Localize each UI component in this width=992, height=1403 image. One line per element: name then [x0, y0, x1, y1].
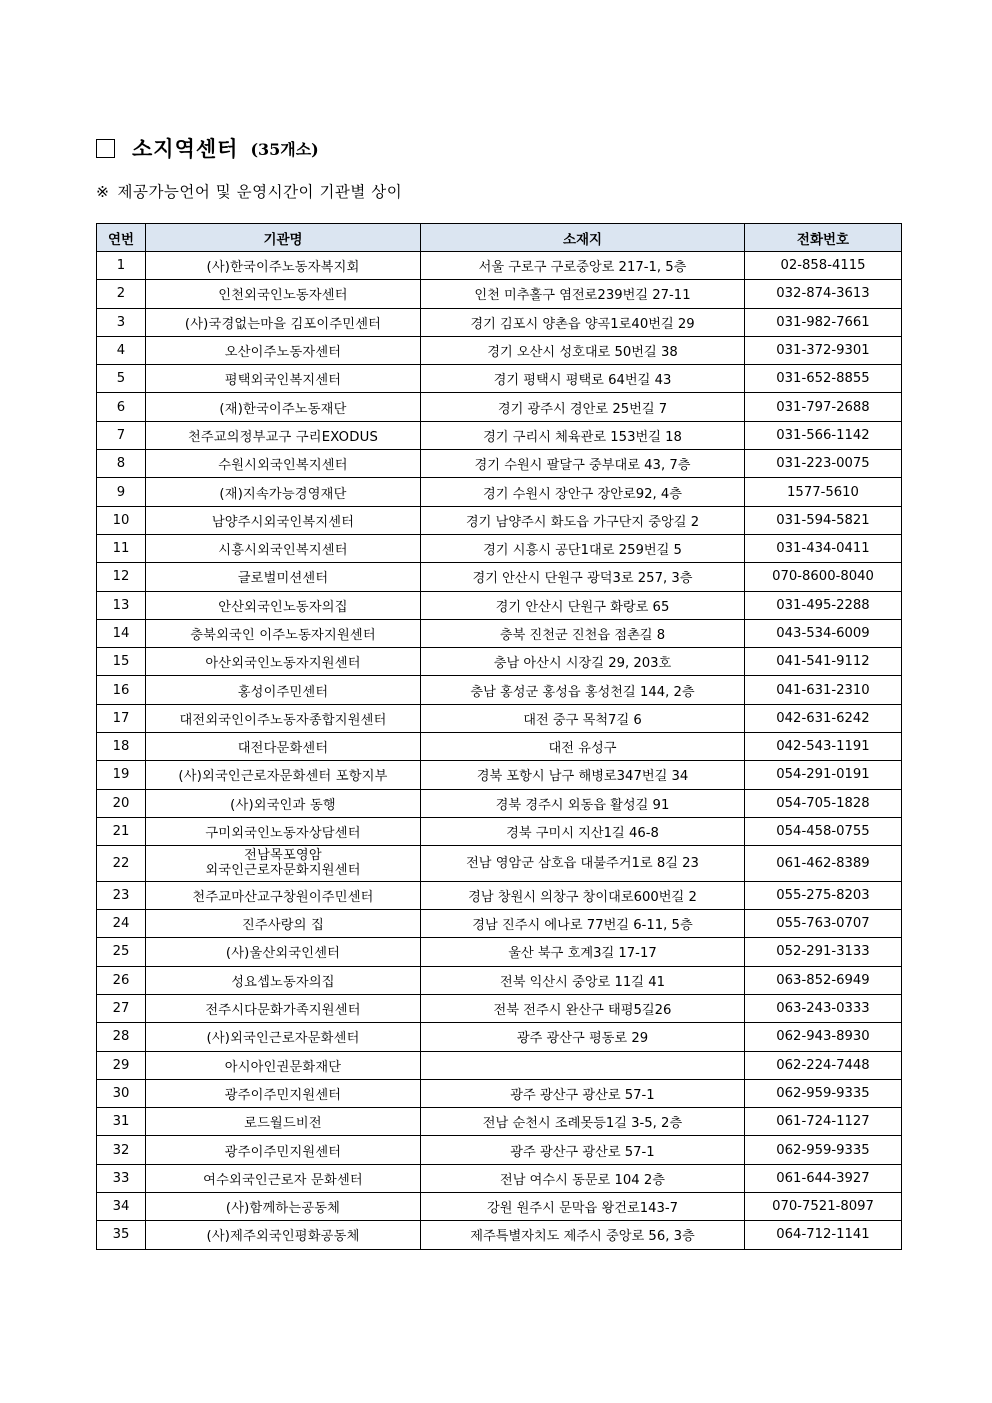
- organization-name: 로드월드비전: [146, 1108, 421, 1136]
- organization-name: 전주시다문화가족지원센터: [146, 994, 421, 1022]
- organization-name: 진주사랑의 집: [146, 910, 421, 938]
- organization-name: (사)외국인근로자문화센터: [146, 1023, 421, 1051]
- organization-name: 천주교마산교구창원이주민센터: [146, 881, 421, 909]
- address: 경기 시흥시 공단1대로 259번길 5: [421, 534, 745, 562]
- table-row: [97, 846, 902, 882]
- organization-name: (사)외국인근로자문화센터 포항지부: [146, 761, 421, 789]
- organization-name: 수원시외국인복지센터: [146, 450, 421, 478]
- address: 경기 오산시 성호대로 50번길 38: [421, 336, 745, 364]
- organization-name: 대전다문화센터: [146, 733, 421, 761]
- phone-number: 070-7521-8097: [745, 1193, 902, 1221]
- phone-number: 031-652-8855: [745, 365, 902, 393]
- phone-number: 042-631-6242: [745, 704, 902, 732]
- section-title: 소지역센터: [132, 136, 239, 161]
- phone-number: 1577-5610: [745, 478, 902, 506]
- row-number: 20: [97, 789, 146, 817]
- checkbox-icon: [96, 139, 115, 158]
- table-header-row: [97, 224, 902, 252]
- organization-name: (재)지속가능경영재단: [146, 478, 421, 506]
- row-number: 27: [97, 994, 146, 1022]
- address: 광주 광산구 광산로 57-1: [421, 1079, 745, 1107]
- phone-number: 062-943-8930: [745, 1023, 902, 1051]
- row-number: 18: [97, 733, 146, 761]
- row-number: 17: [97, 704, 146, 732]
- row-number: 34: [97, 1193, 146, 1221]
- table-row: [97, 421, 902, 449]
- table-row: [97, 336, 902, 364]
- phone-number: 041-541-9112: [745, 648, 902, 676]
- organization-name: 홍성이주민센터: [146, 676, 421, 704]
- organization-name: 인천외국인노동자센터: [146, 280, 421, 308]
- table-row: [97, 1221, 902, 1249]
- address: 경기 남양주시 화도읍 가구단지 중앙길 2: [421, 506, 745, 534]
- table-row: [97, 938, 902, 966]
- address: 경기 수원시 장안구 장안로92, 4층: [421, 478, 745, 506]
- row-number: 32: [97, 1136, 146, 1164]
- address: 광주 광산구 광산로 57-1: [421, 1136, 745, 1164]
- table-row: [97, 393, 902, 421]
- phone-number: 041-631-2310: [745, 676, 902, 704]
- phone-number: 064-712-1141: [745, 1221, 902, 1249]
- row-number: 33: [97, 1164, 146, 1192]
- phone-number: 032-874-3613: [745, 280, 902, 308]
- address: 광주 광산구 평동로 29: [421, 1023, 745, 1051]
- header-number: 연번: [97, 224, 146, 252]
- row-number: 7: [97, 421, 146, 449]
- table-row: [97, 1136, 902, 1164]
- address: 경남 창원시 의창구 창이대로600번길 2: [421, 881, 745, 909]
- organization-name: 안산외국인노동자의집: [146, 591, 421, 619]
- row-number: 6: [97, 393, 146, 421]
- phone-number: 052-291-3133: [745, 938, 902, 966]
- row-number: 9: [97, 478, 146, 506]
- row-number: 12: [97, 563, 146, 591]
- address: 서울 구로구 구로중앙로 217-1, 5층: [421, 252, 745, 280]
- table-row: [97, 704, 902, 732]
- organization-name: (사)함께하는공동체: [146, 1193, 421, 1221]
- table-row: [97, 1079, 902, 1107]
- section-note: [96, 180, 402, 202]
- phone-number: 031-495-2288: [745, 591, 902, 619]
- section-count: (35개소): [250, 139, 319, 159]
- table-row: [97, 365, 902, 393]
- table-row: [97, 506, 902, 534]
- phone-number: 054-291-0191: [745, 761, 902, 789]
- address: 전북 익산시 중앙로 11길 41: [421, 966, 745, 994]
- row-number: 15: [97, 648, 146, 676]
- phone-number: 054-705-1828: [745, 789, 902, 817]
- table-row: [97, 478, 902, 506]
- row-number: 10: [97, 506, 146, 534]
- table-row: [97, 252, 902, 280]
- address: 제주특별자치도 제주시 중앙로 56, 3층: [421, 1221, 745, 1249]
- address: 대전 유성구: [421, 733, 745, 761]
- note-text: 제공가능언어 및 운영시간이 기관별 상이: [117, 183, 403, 201]
- address: 충남 홍성군 홍성읍 홍성천길 144, 2층: [421, 676, 745, 704]
- address: 경남 진주시 에나로 77번길 6-11, 5층: [421, 910, 745, 938]
- table-row: [97, 994, 902, 1022]
- organization-name: 오산이주노동자센터: [146, 336, 421, 364]
- organization-name: (사)제주외국인평화공동체: [146, 1221, 421, 1249]
- phone-number: 031-797-2688: [745, 393, 902, 421]
- row-number: 22: [97, 846, 146, 882]
- organization-name: (사)울산외국인센터: [146, 938, 421, 966]
- address: 경기 평택시 평택로 64번길 43: [421, 365, 745, 393]
- table-body: [97, 252, 902, 1250]
- address: 충북 진천군 진천읍 점촌길 8: [421, 619, 745, 647]
- row-number: 16: [97, 676, 146, 704]
- row-number: 24: [97, 910, 146, 938]
- organization-name: 광주이주민지원센터: [146, 1136, 421, 1164]
- organization-name: (사)국경없는마을 김포이주민센터: [146, 308, 421, 336]
- address: 경기 광주시 경안로 25번길 7: [421, 393, 745, 421]
- section-heading: [96, 133, 319, 163]
- table-row: [97, 563, 902, 591]
- organization-name: 남양주시외국인복지센터: [146, 506, 421, 534]
- organization-name: 광주이주민지원센터: [146, 1079, 421, 1107]
- phone-number: 062-224-7448: [745, 1051, 902, 1079]
- organization-name: 구미외국인노동자상담센터: [146, 817, 421, 845]
- phone-number: 063-852-6949: [745, 966, 902, 994]
- table-row: [97, 789, 902, 817]
- row-number: 13: [97, 591, 146, 619]
- address: 전남 여수시 동문로 104 2층: [421, 1164, 745, 1192]
- phone-number: 062-959-9335: [745, 1079, 902, 1107]
- phone-number: 031-594-5821: [745, 506, 902, 534]
- phone-number: 031-982-7661: [745, 308, 902, 336]
- table-row: [97, 450, 902, 478]
- row-number: 26: [97, 966, 146, 994]
- table-row: [97, 308, 902, 336]
- phone-number: 031-372-9301: [745, 336, 902, 364]
- table-row: [97, 1164, 902, 1192]
- organization-name: 천주교의정부교구 구리EXODUS: [146, 421, 421, 449]
- organization-name: 성요셉노동자의집: [146, 966, 421, 994]
- address: 경기 구리시 체육관로 153번길 18: [421, 421, 745, 449]
- address: 울산 북구 호계3길 17-17: [421, 938, 745, 966]
- address: 전남 영암군 삼호읍 대불주거1로 8길 23: [421, 846, 745, 882]
- phone-number: 043-534-6009: [745, 619, 902, 647]
- phone-number: 055-275-8203: [745, 881, 902, 909]
- row-number: 19: [97, 761, 146, 789]
- table-row: [97, 910, 902, 938]
- address: 경기 안산시 단원구 화랑로 65: [421, 591, 745, 619]
- centers-table: [96, 223, 902, 1250]
- phone-number: 031-566-1142: [745, 421, 902, 449]
- row-number: 29: [97, 1051, 146, 1079]
- organization-name: 아산외국인노동자지원센터: [146, 648, 421, 676]
- header-address: 소재지: [421, 224, 745, 252]
- address: 경북 경주시 외동읍 활성길 91: [421, 789, 745, 817]
- address: 전남 순천시 조례못등1길 3-5, 2층: [421, 1108, 745, 1136]
- address: 강원 원주시 문막읍 왕건로143-7: [421, 1193, 745, 1221]
- table-row: [97, 1023, 902, 1051]
- phone-number: 061-462-8389: [745, 846, 902, 882]
- table-row: [97, 817, 902, 845]
- row-number: 8: [97, 450, 146, 478]
- phone-number: 031-223-0075: [745, 450, 902, 478]
- row-number: 30: [97, 1079, 146, 1107]
- row-number: 23: [97, 881, 146, 909]
- row-number: 35: [97, 1221, 146, 1249]
- header-organization: 기관명: [146, 224, 421, 252]
- organization-name: 전남목포영암 외국인근로자문화지원센터: [146, 846, 421, 882]
- organization-name: 평택외국인복지센터: [146, 365, 421, 393]
- organization-name: (재)한국이주노동재단: [146, 393, 421, 421]
- address: 대전 중구 목척7길 6: [421, 704, 745, 732]
- row-number: 11: [97, 534, 146, 562]
- organization-name: 아시아인권문화재단: [146, 1051, 421, 1079]
- row-number: 3: [97, 308, 146, 336]
- phone-number: 061-644-3927: [745, 1164, 902, 1192]
- phone-number: 061-724-1127: [745, 1108, 902, 1136]
- address: 충남 아산시 시장길 29, 203호: [421, 648, 745, 676]
- phone-number: 042-543-1191: [745, 733, 902, 761]
- row-number: 31: [97, 1108, 146, 1136]
- table-row: [97, 676, 902, 704]
- table-row: [97, 619, 902, 647]
- header-phone: 전화번호: [745, 224, 902, 252]
- phone-number: 070-8600-8040: [745, 563, 902, 591]
- table-row: [97, 591, 902, 619]
- table-row: [97, 648, 902, 676]
- row-number: 21: [97, 817, 146, 845]
- table-row: [97, 966, 902, 994]
- phone-number: 063-243-0333: [745, 994, 902, 1022]
- table-row: [97, 534, 902, 562]
- organization-name: (사)한국이주노동자복지회: [146, 252, 421, 280]
- address: 경북 포항시 남구 해병로347번길 34: [421, 761, 745, 789]
- address: 인천 미추홀구 염전로239번길 27-11: [421, 280, 745, 308]
- row-number: 1: [97, 252, 146, 280]
- address: 경기 안산시 단원구 광덕3로 257, 3층: [421, 563, 745, 591]
- organization-name: 시흥시외국인복지센터: [146, 534, 421, 562]
- organization-name: 여수외국인근로자 문화센터: [146, 1164, 421, 1192]
- row-number: 28: [97, 1023, 146, 1051]
- table-row: [97, 761, 902, 789]
- row-number: 2: [97, 280, 146, 308]
- row-number: 25: [97, 938, 146, 966]
- table-row: [97, 1108, 902, 1136]
- organization-name: 글로벌미션센터: [146, 563, 421, 591]
- table-row: [97, 1051, 902, 1079]
- organization-name: (사)외국인과 동행: [146, 789, 421, 817]
- table-row: [97, 881, 902, 909]
- reference-mark-icon: ※: [96, 183, 110, 201]
- address: [421, 1051, 745, 1079]
- phone-number: 054-458-0755: [745, 817, 902, 845]
- phone-number: 02-858-4115: [745, 252, 902, 280]
- table-row: [97, 280, 902, 308]
- phone-number: 031-434-0411: [745, 534, 902, 562]
- organization-name: 대전외국인이주노동자종합지원센터: [146, 704, 421, 732]
- phone-number: 055-763-0707: [745, 910, 902, 938]
- address: 경기 수원시 팔달구 중부대로 43, 7층: [421, 450, 745, 478]
- organization-name: 충북외국인 이주노동자지원센터: [146, 619, 421, 647]
- row-number: 4: [97, 336, 146, 364]
- row-number: 14: [97, 619, 146, 647]
- table-row: [97, 1193, 902, 1221]
- address: 경기 김포시 양촌읍 양곡1로40번길 29: [421, 308, 745, 336]
- address: 경북 구미시 지산1길 46-8: [421, 817, 745, 845]
- address: 전북 전주시 완산구 태평5길26: [421, 994, 745, 1022]
- table-row: [97, 733, 902, 761]
- phone-number: 062-959-9335: [745, 1136, 902, 1164]
- row-number: 5: [97, 365, 146, 393]
